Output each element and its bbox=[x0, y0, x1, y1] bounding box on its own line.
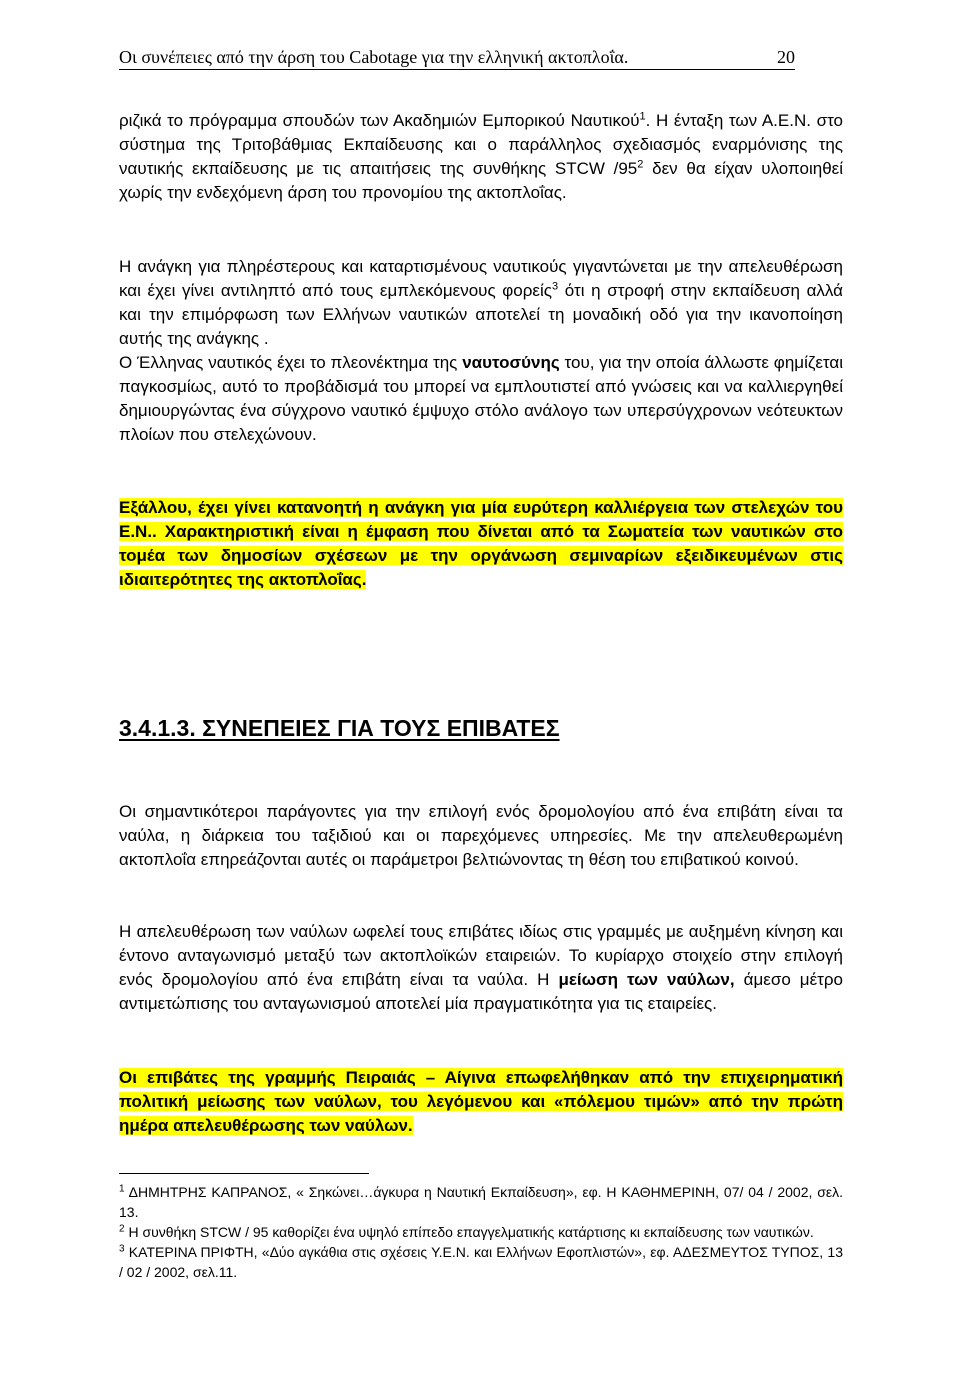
bold-phrase-fare-reduction: μείωση των ναύλων, bbox=[558, 970, 735, 989]
footnote-1-text: ΔΗΜΗΤΡΗΣ ΚΑΠΡΑΝΟΣ, « Σηκώνει…άγκυρα η Ναυτική Εκπαίδευση», εφ. Η ΚΑΘΗΜΕΡΙΝΗ, 07/ 04 / 2002, σελ. 13. bbox=[119, 1184, 843, 1220]
section-heading: 3.4.1.3. ΣΥΝΕΠΕΙΕΣ ΓΙΑ ΤΟΥΣ ΕΠΙΒΑΤΕΣ bbox=[119, 715, 560, 741]
footnotes bbox=[119, 1182, 843, 1282]
footnote-2-text: Η συνθήκη STCW / 95 καθορίζει ένα υψηλό επίπεδο επαγγελματικής κατάρτισης κι εκπαίδευσης των ναυτικών. bbox=[124, 1224, 814, 1240]
footnote-2-number: 2 bbox=[119, 1223, 125, 1235]
highlighted-text-2: Οι επιβάτες της γραμμής Πειραιάς – Αίγινα επωφελήθηκαν από την επιχειρηματική πολιτική μείωσης των ναύλων, του λεγόμενου και «πόλεμου τιμών» από την πρώτη ημέρα απελευθέρωσης των ναύλων. bbox=[119, 1068, 843, 1135]
footnote-1-number: 1 bbox=[119, 1183, 125, 1195]
document-page bbox=[119, 0, 843, 1396]
footnote-3 bbox=[119, 1242, 843, 1282]
footnote-ref-1: 1 bbox=[639, 110, 646, 123]
header-title: Οι συνέπειες από την άρση του Cabotage για την ελληνική ακτοπλοΐα. bbox=[119, 47, 629, 67]
footnote-ref-3: 3 bbox=[551, 280, 559, 293]
paragraph-4-text-b: άμεσο μέτρο αντιμετώπισης του ανταγωνισμού αποτελεί μία πραγματικότητα για τις εταιρείες. bbox=[119, 970, 844, 1013]
bold-term-nautosyni: ναυτοσύνης bbox=[462, 353, 560, 372]
paragraph-1 bbox=[119, 109, 843, 205]
paragraph-2-text-d: του, για την οποία άλλωστε φημίζεται παγκοσμίως, αυτό το προβάδισμά του μπορεί να εμπλουτιστεί από γνώσεις και να καλλιεργηθεί δημιουργώντας ένα σύγχρονο ναυτικό έμψυχο στόλο ανάλογο των υπερσύγχρονων νεότευκτων πλοίων που στελεχώνουν. bbox=[119, 353, 843, 444]
paragraph-2-text-c: Ο Έλληνας ναυτικός έχει το πλεονέκτημα της bbox=[119, 353, 463, 372]
footnote-3-text: ΚΑΤΕΡΙΝΑ ΠΡΙΦΤΗ, «Δύο αγκάθια στις σχέσεις Υ.Ε.Ν. και Ελλήνων Εφοπλιστών», εφ. ΑΔΕΣΜΕΥΤΟΣ ΤΥΠΟΣ, 13 / 02 / 2002, σελ.11. bbox=[119, 1244, 843, 1280]
paragraph-1-text-c: δεν θα είχαν υλοποιηθεί χωρίς την ενδεχόμενη άρση του προνομίου της ακτοπλοΐας. bbox=[119, 159, 844, 202]
footnote-separator bbox=[119, 1173, 369, 1174]
page-number: 20 bbox=[777, 47, 795, 67]
paragraph-1-text-a: ριζικά το πρόγραμμα σπουδών των Ακαδημιών Εμπορικού Ναυτικού bbox=[119, 111, 640, 130]
paragraph-3-text: Οι σημαντικότεροι παράγοντες για την επιλογή ενός δρομολογίου από ένα επιβάτη είναι τα ναύλα, η διάρκεια του ταξιδιού και οι παρεχόμενες υπηρεσίες. Με την απελευθερωμένη ακτοπλοΐα επηρεάζονται αυτές οι παράμετροι βελτιώνοντας τη θέση του επιβατικού κοινού. bbox=[119, 802, 843, 869]
paragraph-4-text-a: Η απελευθέρωση των ναύλων ωφελεί τους επιβάτες ιδίως στις γραμμές με αυξημένη κίνηση και έντονο ανταγωνισμό μεταξύ των ακτοπλοϊκών εταιρειών. Το κυρίαρχο στοιχείο στην επιλογή ενός δρομολογίου από ένα επιβάτη είναι τα ναύλα. Η bbox=[119, 922, 843, 989]
paragraph-2-text-b: ότι η στροφή στην εκπαίδευση αλλά και την επιμόρφωση των Ελλήνων ναυτικών αποτελεί τη μοναδική οδό για την ικανοποίηση αυτής της ανάγκης . bbox=[119, 281, 843, 348]
paragraph-2 bbox=[119, 255, 843, 447]
running-header bbox=[119, 46, 795, 70]
footnote-3-number: 3 bbox=[119, 1243, 125, 1255]
highlighted-paragraph-1 bbox=[119, 496, 843, 592]
highlighted-text-1: Εξάλλου, έχει γίνει κατανοητή η ανάγκη για μία ευρύτερη καλλιέργεια των στελεχών του Ε.Ν.. Χαρακτηριστική είναι η έμφαση που δίνεται από τα Σωματεία των ναυτικών στο τομέα των δημοσίων σχέσεων με την οργάνωση σεμιναρίων εξειδικευμένων στις ιδιαιτερότητες της ακτοπλοΐας. bbox=[119, 498, 843, 589]
footnote-ref-2: 2 bbox=[637, 158, 644, 171]
paragraph-4 bbox=[119, 920, 843, 1016]
highlighted-paragraph-2 bbox=[119, 1066, 843, 1138]
paragraph-1-text-b: . Η ένταξη των Α.Ε.Ν. στο σύστημα της Τριτοβάθμιας Εκπαίδευσης και ο παράλληλος σχεδιασμός εναρμόνισης της ναυτικής εκπαίδευσης με τις απαιτήσεις της συνθήκης STCW /95 bbox=[119, 111, 843, 178]
footnote-2 bbox=[119, 1222, 843, 1242]
paragraph-2-text-a: Η ανάγκη για πληρέστερους και καταρτισμένους ναυτικούς γιγαντώνεται με την απελευθέρωση και έχει γίνει αντιληπτό από τους εμπλεκόμενους φορείς bbox=[119, 257, 843, 300]
paragraph-3 bbox=[119, 800, 843, 872]
footnote-1 bbox=[119, 1182, 843, 1222]
